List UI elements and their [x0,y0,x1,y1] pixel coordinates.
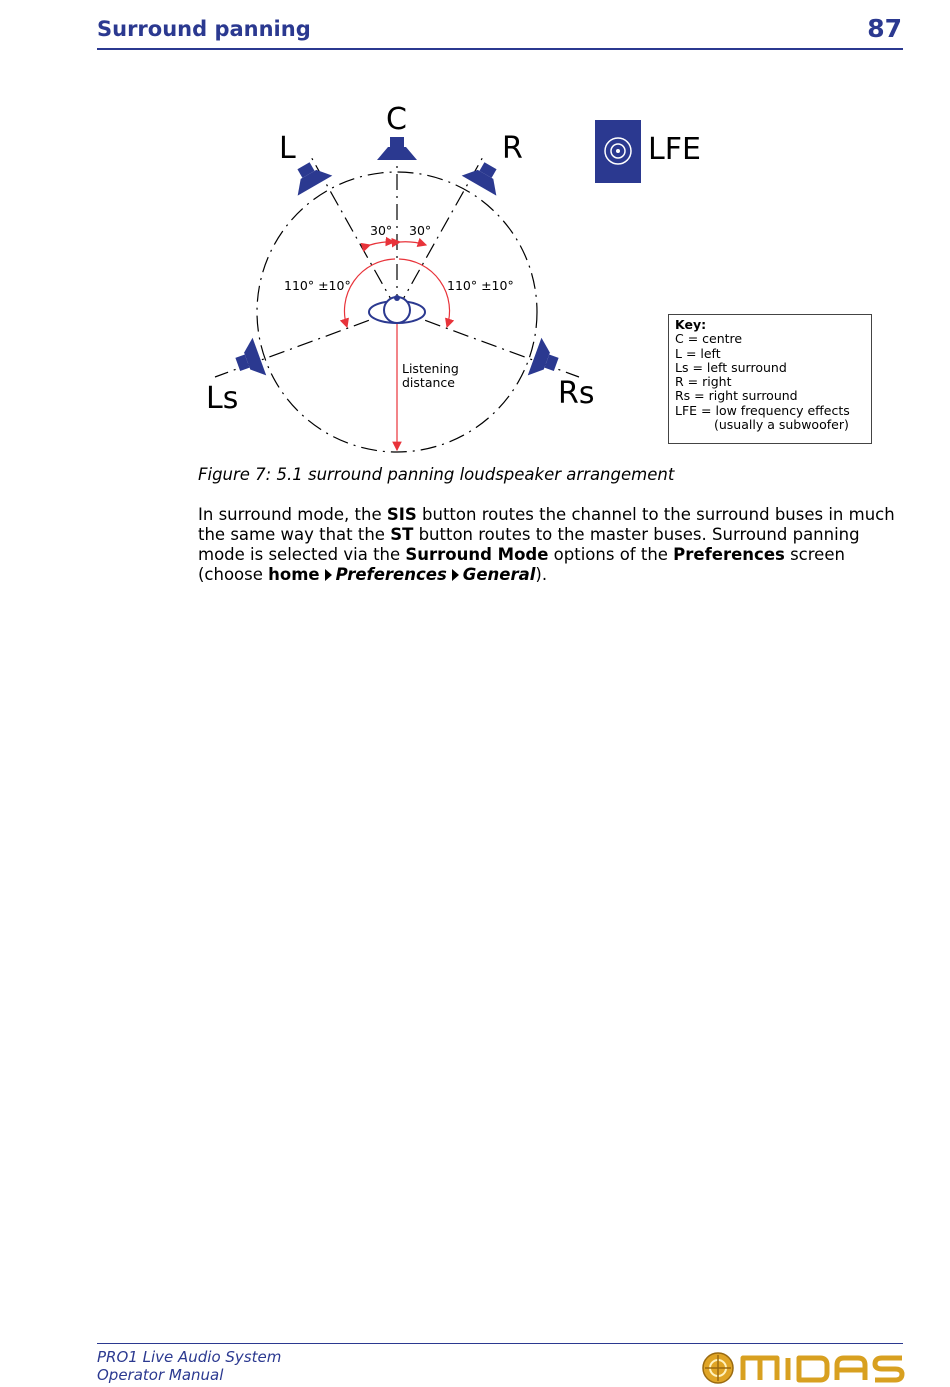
speaker-label-l: L [279,131,296,166]
footer-divider [97,1343,903,1344]
speaker-label-lfe: LFE [648,132,701,167]
nav-path-home: home [268,565,320,584]
figure-key [668,314,872,444]
page-header-title: Surround panning [97,17,311,41]
key-line-continuation: (usually a subwoofer) [714,417,849,433]
key-line: Rs = right surround [675,388,798,404]
midas-logo [700,1350,905,1385]
surround-angle-left: 110° ±10° [284,278,351,293]
speaker-label-rs: Rs [558,376,595,411]
key-line: C = centre [675,331,743,347]
text-run: screen (choose [198,545,845,584]
path-arrow-icon [325,569,332,581]
speaker-label-ls: Ls [206,381,239,416]
listening-label-2: distance [402,375,455,390]
key-line: L = left [675,345,721,361]
text-run: button routes to the master buses. Surround panning mode is selected via the [198,525,860,564]
surround-mode-term: Surround Mode [405,545,549,564]
listening-label-1: Listening [402,361,459,376]
figure-caption: Figure 7: 5.1 surround panning loudspeaker arrangement [198,465,675,484]
footer-product: PRO1 Live Audio System [97,1348,282,1366]
text-run: button routes the channel to the surround buses in much the same way that the [198,505,895,544]
header-divider [97,48,903,50]
listener-head-icon [369,295,425,323]
sis-term: SIS [386,505,417,524]
key-title: Key: [675,317,707,332]
subwoofer-icon [595,120,641,183]
text-run: ). [535,565,548,584]
st-term: ST [390,525,414,544]
text-run: options of the [548,545,674,564]
path-arrow-icon [452,569,459,581]
midas-wordmark [743,1358,902,1380]
key-line: R = right [675,374,732,390]
body-paragraph [198,505,908,585]
speaker-label-r: R [502,131,523,166]
midas-emblem-icon [703,1353,733,1383]
speaker-label-c: C [386,102,407,137]
text-run: In surround mode, the [198,505,387,524]
footer-doc-type: Operator Manual [97,1366,224,1384]
key-line: Ls = left surround [675,359,787,375]
angle-label-left: 30° [370,223,393,238]
surround-angle-right: 110° ±10° [447,278,514,293]
page-number: 87 [867,14,902,43]
angle-label-right: 30° [409,223,432,238]
key-line: LFE = low frequency effects [675,402,850,418]
nav-path-preferences: Preferences [335,565,447,584]
nav-path-general: General [462,565,536,584]
preferences-term: Preferences [673,545,785,564]
